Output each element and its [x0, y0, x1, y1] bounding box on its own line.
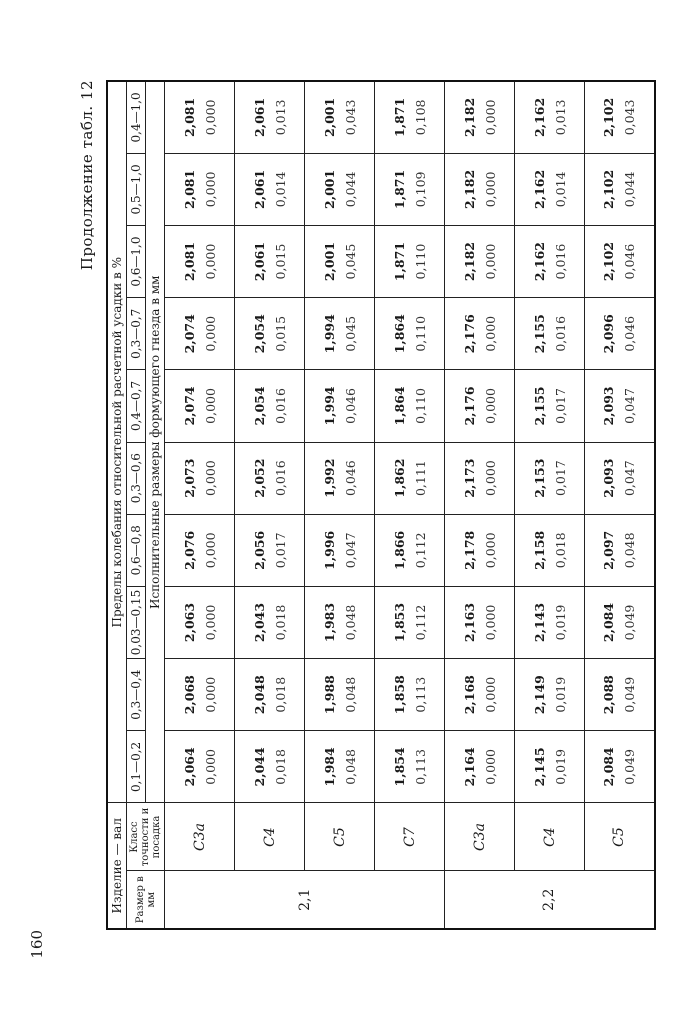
class-cell: C3а: [445, 803, 515, 871]
tolerance-value: 0,000: [202, 243, 218, 280]
continuation-label: Продолжение табл. 12: [78, 80, 96, 271]
range-header: 0,03—0,15: [127, 586, 146, 658]
nominal-value: 1,871: [391, 97, 407, 137]
tolerance-value: 0,000: [482, 99, 498, 136]
value-cell: [305, 370, 375, 442]
tolerance-value: 0,000: [202, 604, 218, 641]
nominal-value: 1,984: [321, 747, 337, 787]
nominal-value: 2,176: [461, 386, 477, 426]
tolerance-value: 0,113: [412, 676, 428, 713]
tolerance-value: 0,047: [342, 532, 358, 569]
value-cell: [515, 586, 585, 658]
value-cell: [585, 731, 655, 803]
nominal-value: 2,054: [251, 314, 267, 354]
value-cell: [375, 442, 445, 514]
value-cell: [515, 442, 585, 514]
tolerance-value: 0,000: [482, 604, 498, 641]
nominal-value: 2,061: [251, 169, 267, 209]
tolerance-value: 0,113: [412, 749, 428, 785]
value-cell: [515, 81, 585, 153]
tolerance-value: 0,014: [272, 171, 288, 208]
tolerance-value: 0,000: [482, 315, 498, 352]
tolerance-value: 0,000: [202, 315, 218, 352]
tolerance-value: 0,043: [622, 99, 638, 136]
value-cell: [305, 81, 375, 153]
value-cell: [375, 370, 445, 442]
value-cell: [585, 514, 655, 586]
tolerance-value: 0,016: [272, 388, 288, 424]
nominal-value: 1,853: [391, 602, 407, 643]
value-cell: [305, 153, 375, 225]
tolerance-value: 0,048: [622, 532, 638, 569]
nominal-value: 2,096: [601, 314, 617, 354]
nominal-value: 2,061: [251, 97, 267, 137]
value-cell: [165, 586, 235, 658]
value-cell: [515, 659, 585, 731]
nominal-value: 2,048: [251, 675, 267, 715]
nominal-value: 1,866: [391, 530, 407, 570]
value-cell: [375, 153, 445, 225]
nominal-value: 2,176: [461, 314, 477, 354]
value-cell: [305, 225, 375, 297]
value-cell: [305, 586, 375, 658]
tolerance-value: 0,018: [272, 676, 288, 713]
nominal-value: 2,102: [601, 169, 617, 209]
tolerance-value: 0,049: [622, 604, 638, 641]
value-cell: [305, 731, 375, 803]
table-row: [515, 81, 585, 929]
table-row: [165, 81, 235, 929]
value-cell: [235, 514, 305, 586]
value-cell: [375, 225, 445, 297]
range-header: 0,4—0,7: [127, 370, 146, 442]
tolerance-value: 0,000: [202, 460, 218, 497]
tolerance-value: 0,000: [482, 532, 498, 569]
table-row: [375, 81, 445, 929]
value-cell: [235, 225, 305, 297]
tolerance-value: 0,000: [482, 243, 498, 280]
tolerance-value: 0,000: [482, 676, 498, 713]
tolerance-value: 0,112: [412, 532, 428, 569]
nominal-value: 2,153: [531, 458, 547, 498]
value-cell: [235, 586, 305, 658]
value-cell: [585, 153, 655, 225]
nominal-value: 2,182: [461, 97, 477, 137]
nominal-value: 1,858: [391, 675, 407, 715]
table-row: [305, 81, 375, 929]
nominal-value: 2,155: [531, 386, 547, 426]
page-number: 160: [28, 930, 46, 959]
tolerance-value: 0,018: [552, 532, 568, 569]
nominal-value: 1,862: [391, 458, 407, 498]
tolerance-value: 0,000: [482, 749, 498, 785]
value-cell: [585, 659, 655, 731]
range-header: 0,3—0,7: [127, 298, 146, 370]
tolerance-value: 0,044: [622, 171, 638, 208]
value-cell: [585, 225, 655, 297]
tolerance-value: 0,110: [412, 243, 428, 280]
tolerance-value: 0,048: [342, 676, 358, 713]
size-cell: 2,1: [165, 871, 445, 929]
value-cell: [445, 298, 515, 370]
tolerance-value: 0,000: [482, 460, 498, 497]
value-cell: [235, 442, 305, 514]
size-cell: 2,2: [445, 871, 655, 929]
nominal-value: 2,081: [181, 169, 197, 209]
tolerance-value: 0,016: [552, 315, 568, 352]
class-cell: C4: [515, 803, 585, 871]
value-cell: [375, 514, 445, 586]
nominal-value: 2,182: [461, 169, 477, 209]
range-header: 0,4—1,0: [127, 81, 146, 153]
nominal-value: 1,864: [391, 386, 407, 426]
value-cell: [445, 370, 515, 442]
nominal-value: 2,074: [181, 314, 197, 354]
tolerance-value: 0,000: [202, 676, 218, 713]
value-cell: [165, 153, 235, 225]
nominal-value: 2,056: [251, 530, 267, 570]
nominal-value: 2,143: [531, 602, 547, 643]
tolerance-value: 0,108: [412, 99, 428, 136]
class-cell: C4: [235, 803, 305, 871]
value-cell: [515, 298, 585, 370]
nominal-value: 1,996: [321, 530, 337, 570]
value-cell: [235, 731, 305, 803]
nominal-value: 2,162: [531, 97, 547, 137]
tolerance-value: 0,015: [272, 243, 288, 280]
tolerance-value: 0,016: [552, 243, 568, 280]
nominal-value: 2,061: [251, 242, 267, 282]
value-cell: [165, 659, 235, 731]
class-column-header: Класс точности и посадка: [127, 803, 165, 871]
tolerance-value: 0,109: [412, 171, 428, 208]
tolerance-value: 0,018: [272, 749, 288, 785]
nominal-value: 2,164: [461, 747, 477, 787]
tolerance-value: 0,048: [342, 749, 358, 785]
nominal-value: 2,102: [601, 242, 617, 282]
tolerance-value: 0,000: [202, 749, 218, 785]
tolerance-value: 0,017: [552, 460, 568, 497]
shrinkage-table: [106, 80, 656, 930]
product-header: Изделие — вал: [107, 803, 127, 929]
nominal-value: 2,173: [461, 458, 477, 498]
value-cell: [445, 153, 515, 225]
value-cell: [585, 81, 655, 153]
nominal-value: 2,043: [251, 602, 267, 643]
tolerance-value: 0,046: [342, 388, 358, 424]
class-cell: C5: [305, 803, 375, 871]
nominal-value: 2,074: [181, 386, 197, 426]
nominal-value: 2,158: [531, 530, 547, 570]
nominal-value: 2,068: [181, 675, 197, 715]
table-row: [585, 81, 655, 929]
value-cell: [375, 298, 445, 370]
value-cell: [165, 442, 235, 514]
nominal-value: 2,084: [601, 602, 617, 643]
value-cell: [585, 298, 655, 370]
nominal-value: 1,994: [321, 314, 337, 354]
nominal-value: 2,162: [531, 242, 547, 282]
tolerance-value: 0,110: [412, 315, 428, 352]
value-cell: [305, 514, 375, 586]
nominal-value: 2,178: [461, 530, 477, 570]
nominal-value: 2,149: [531, 675, 547, 715]
tolerance-value: 0,112: [412, 604, 428, 641]
nominal-value: 2,054: [251, 386, 267, 426]
value-cell: [235, 659, 305, 731]
value-cell: [305, 442, 375, 514]
tolerance-value: 0,014: [552, 171, 568, 208]
range-header: 0,5—1,0: [127, 153, 146, 225]
range-header: 0,6—0,8: [127, 514, 146, 586]
range-header: 0,6—1,0: [127, 225, 146, 297]
nominal-value: 1,988: [321, 675, 337, 715]
nominal-value: 2,063: [181, 602, 197, 643]
nominal-value: 2,093: [601, 458, 617, 498]
value-cell: [585, 370, 655, 442]
value-cell: [445, 442, 515, 514]
value-cell: [305, 298, 375, 370]
nominal-value: 2,001: [321, 169, 337, 209]
nominal-value: 2,084: [601, 747, 617, 787]
value-cell: [515, 225, 585, 297]
nominal-value: 1,871: [391, 169, 407, 209]
nominal-value: 2,145: [531, 747, 547, 787]
nominal-value: 2,052: [251, 458, 267, 498]
value-cell: [445, 731, 515, 803]
nominal-value: 2,155: [531, 314, 547, 354]
value-cell: [445, 514, 515, 586]
tolerance-value: 0,000: [202, 99, 218, 136]
nominal-value: 1,994: [321, 386, 337, 426]
tolerance-value: 0,047: [622, 388, 638, 424]
nominal-value: 2,073: [181, 458, 197, 498]
tolerance-value: 0,049: [622, 749, 638, 785]
nominal-value: 2,163: [461, 602, 477, 643]
value-cell: [165, 370, 235, 442]
value-cell: [235, 298, 305, 370]
nominal-value: 2,168: [461, 675, 477, 715]
tolerance-value: 0,000: [482, 171, 498, 208]
executive-sizes-header: Исполнительные размеры формующего гнезда в мм: [146, 81, 165, 803]
value-cell: [165, 731, 235, 803]
class-cell: C3а: [165, 803, 235, 871]
table-row: [445, 81, 515, 929]
tolerance-value: 0,000: [482, 388, 498, 424]
value-cell: [445, 586, 515, 658]
value-cell: [165, 225, 235, 297]
value-cell: [445, 659, 515, 731]
tolerance-value: 0,049: [622, 676, 638, 713]
nominal-value: 2,182: [461, 242, 477, 282]
value-cell: [445, 225, 515, 297]
tolerance-value: 0,000: [202, 171, 218, 208]
table-row: [235, 81, 305, 929]
nominal-value: 2,097: [601, 530, 617, 570]
tolerance-value: 0,046: [342, 460, 358, 497]
value-cell: [515, 153, 585, 225]
value-cell: [375, 731, 445, 803]
value-cell: [585, 586, 655, 658]
range-header: 0,1—0,2: [127, 731, 146, 803]
nominal-value: 1,871: [391, 242, 407, 282]
nominal-value: 2,093: [601, 386, 617, 426]
tolerance-value: 0,017: [552, 388, 568, 424]
tolerance-value: 0,018: [272, 604, 288, 641]
table-body: [165, 81, 655, 929]
tolerance-value: 0,019: [552, 749, 568, 785]
nominal-value: 2,001: [321, 242, 337, 282]
nominal-value: 2,081: [181, 97, 197, 137]
nominal-value: 2,081: [181, 242, 197, 282]
value-cell: [515, 514, 585, 586]
table-container: [78, 80, 640, 930]
tolerance-value: 0,045: [342, 243, 358, 280]
value-cell: [235, 153, 305, 225]
value-cell: [165, 298, 235, 370]
value-cell: [165, 514, 235, 586]
tolerance-value: 0,013: [552, 99, 568, 136]
value-cell: [445, 81, 515, 153]
nominal-value: 2,064: [181, 747, 197, 787]
nominal-value: 2,001: [321, 97, 337, 137]
tolerance-value: 0,043: [342, 99, 358, 136]
nominal-value: 1,983: [321, 602, 337, 643]
value-cell: [235, 81, 305, 153]
nominal-value: 1,992: [321, 458, 337, 498]
nominal-value: 2,076: [181, 530, 197, 570]
tolerance-value: 0,048: [342, 604, 358, 641]
value-cell: [585, 442, 655, 514]
tolerance-value: 0,045: [342, 315, 358, 352]
value-cell: [375, 586, 445, 658]
tolerance-value: 0,013: [272, 99, 288, 136]
tolerance-value: 0,111: [412, 460, 428, 497]
value-cell: [235, 370, 305, 442]
nominal-value: 2,102: [601, 97, 617, 137]
tolerance-value: 0,015: [272, 315, 288, 352]
nominal-value: 1,864: [391, 314, 407, 354]
nominal-value: 2,162: [531, 169, 547, 209]
tolerance-value: 0,044: [342, 171, 358, 208]
value-cell: [515, 731, 585, 803]
tolerance-value: 0,000: [202, 532, 218, 569]
range-header: 0,3—0,6: [127, 442, 146, 514]
nominal-value: 2,044: [251, 747, 267, 787]
range-title: Пределы колебания относительной расчетной усадки в %: [107, 81, 127, 803]
value-cell: [165, 81, 235, 153]
value-cell: [375, 81, 445, 153]
class-cell: C7: [375, 803, 445, 871]
tolerance-value: 0,019: [552, 676, 568, 713]
value-cell: [515, 370, 585, 442]
tolerance-value: 0,019: [552, 604, 568, 641]
class-cell: C5: [585, 803, 655, 871]
nominal-value: 2,088: [601, 675, 617, 715]
tolerance-value: 0,046: [622, 315, 638, 352]
tolerance-value: 0,017: [272, 532, 288, 569]
range-header: 0,3—0,4: [127, 659, 146, 731]
tolerance-value: 0,110: [412, 388, 428, 424]
tolerance-value: 0,046: [622, 243, 638, 280]
tolerance-value: 0,016: [272, 460, 288, 497]
value-cell: [375, 659, 445, 731]
tolerance-value: 0,000: [202, 388, 218, 424]
nominal-value: 1,854: [391, 747, 407, 787]
tolerance-value: 0,047: [622, 460, 638, 497]
value-cell: [305, 659, 375, 731]
size-column-header: Размер в мм: [127, 871, 165, 929]
